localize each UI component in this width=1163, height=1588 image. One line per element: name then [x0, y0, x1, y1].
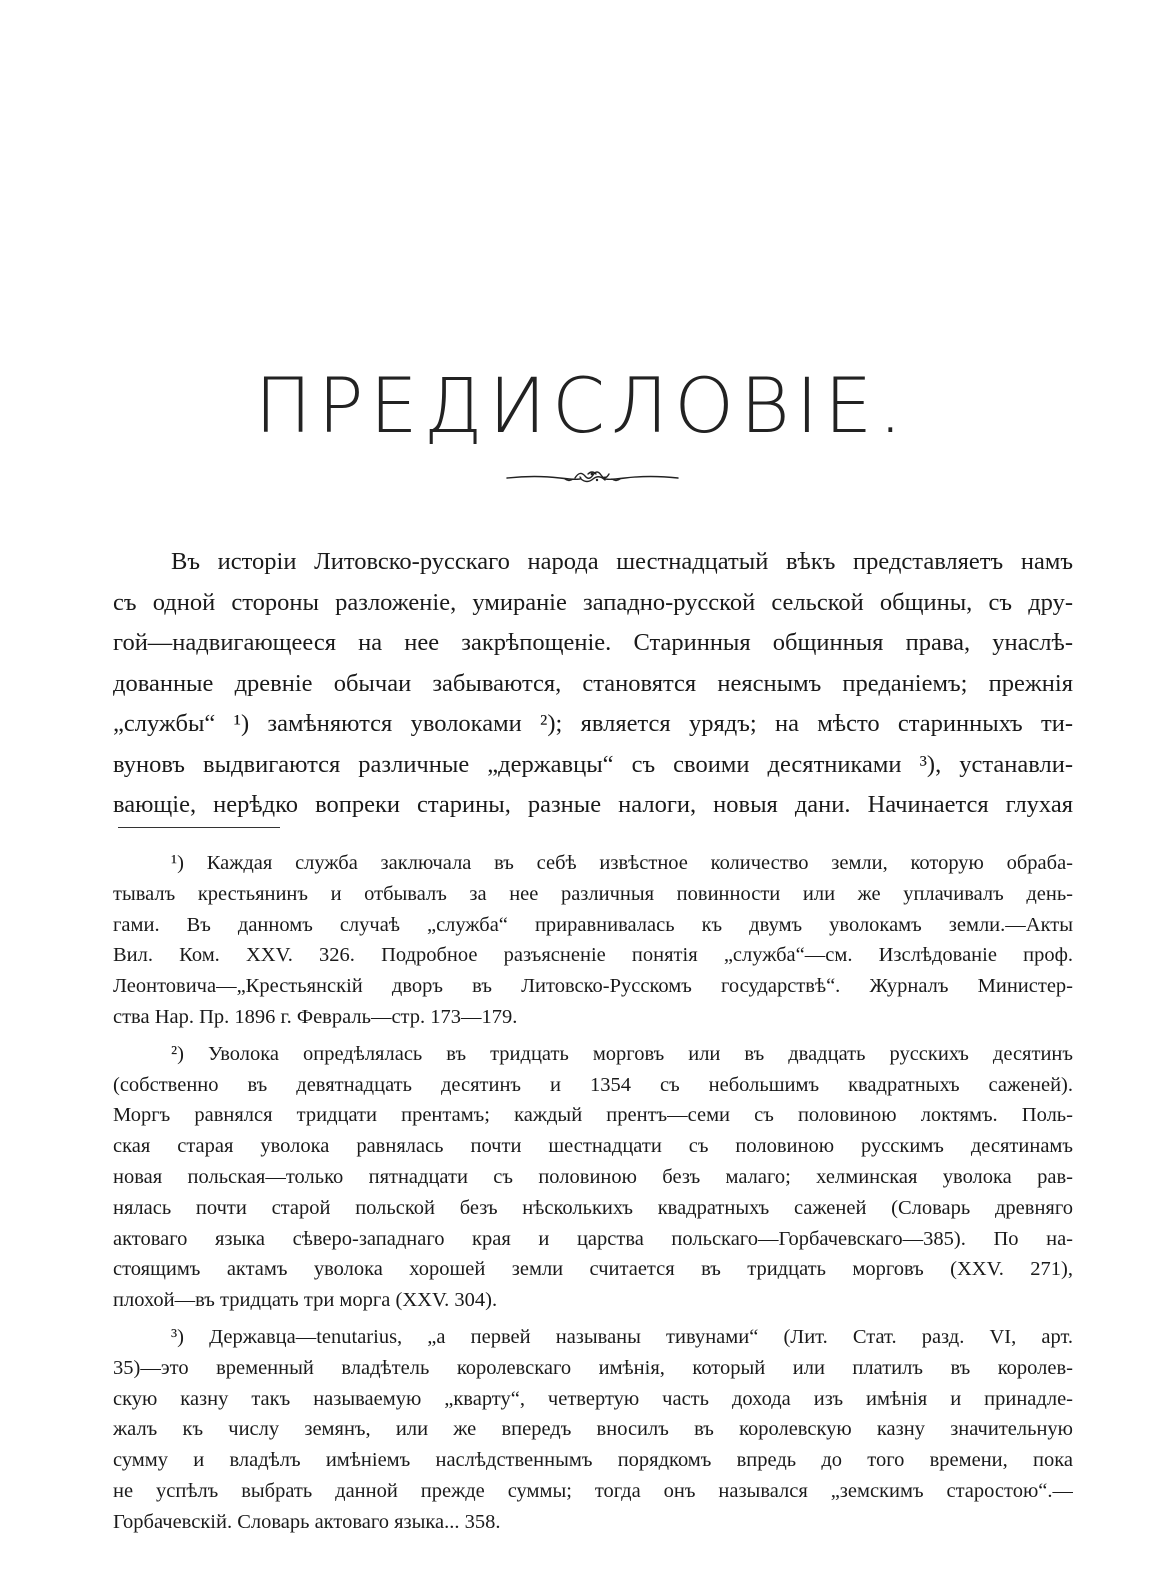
decorative-flourish-icon	[505, 466, 680, 488]
footnote-line: скую казну такъ называемую „кварту“, четвертую часть дохода изъ имѣнія и принадле-	[113, 1387, 1073, 1410]
page-title: ПРЕДИСЛОВІЕ.	[254, 361, 909, 450]
footnote-2	[113, 1039, 1073, 1316]
body-line: вающіе, нерѣдко вопреки старины, разные налоги, новыя дани. Начинается глухая	[113, 791, 1073, 818]
footnote-line: жалъ къ числу земянъ, или же впередъ вносилъ въ королевскую казну значительную	[113, 1418, 1073, 1441]
footnote-line: (собственно въ девятнадцать десятинъ и 1354 съ небольшимъ квадратныхъ саженей).	[113, 1073, 1073, 1096]
body-line: Въ исторіи Литовско-русскаго народа шестнадцатый вѣкъ представляетъ намъ	[171, 548, 1073, 575]
footnote-line: плохой—въ тридцать три морга (XXV. 304).	[113, 1289, 498, 1312]
footnote-line: Горбачевскій. Словарь актоваго языка... 358.	[113, 1510, 501, 1533]
footnote-line: стоящимъ актамъ уволока хорошей земли считается въ тридцать морговъ (XXV. 271),	[113, 1258, 1073, 1281]
footnote-1	[113, 848, 1073, 1033]
footnote-line: не успѣлъ выбрать данной прежде суммы; тогда онъ назывался „земскимъ старостою“.—	[113, 1479, 1073, 1502]
footnote-line: актоваго языка сѣверо-западнаго края и царства польскаго—Горбачевскаго—385). По на-	[113, 1227, 1073, 1250]
body-line: „службы“ ¹) замѣняются уволоками ²); является урядъ; на мѣсто старинныхъ ти-	[113, 710, 1073, 737]
footnote-separator	[118, 827, 280, 828]
footnote-line: тывалъ крестьянинъ и отбывалъ за нее различныя повинности или же уплачивалъ день-	[113, 882, 1073, 905]
footnote-line: Моргъ равнялся тридцати прентамъ; каждый прентъ—семи съ половиною локтямъ. Поль-	[113, 1104, 1073, 1127]
footnote-line: ³) Державца—tenutarius, „а первей называны тивунами“ (Лит. Стат. разд. VI, арт.	[171, 1325, 1073, 1348]
body-line: гой—надвигающееся на нее закрѣпощеніе. Старинныя общинныя права, унаслѣ-	[113, 629, 1073, 656]
footnote-line: гами. Въ данномъ случаѣ „служба“ приравнивалась къ двумъ уволокамъ земли.—Акты	[113, 913, 1073, 936]
body-line: вуновъ выдвигаются различные „державцы“ съ своими десятниками ³), устанавли-	[113, 750, 1073, 778]
footnote-line: ства Нар. Пр. 1896 г. Февраль—стр. 173—179.	[113, 1005, 518, 1028]
footnote-line: ская старая уволока равнялась почти шестнадцати съ половиною русскимъ десятинамъ	[113, 1135, 1073, 1158]
body-line: дованные древніе обычаи забываются, становятся неяснымъ преданіемъ; прежнія	[113, 669, 1073, 697]
footnote-line: Леонтовича—„Крестьянскій дворъ въ Литовско-Русскомъ государствѣ“. Журналъ Министер-	[113, 975, 1073, 998]
footnote-line: ²) Уволока опредѣлялась въ тридцать морговъ или въ двадцать русскихъ десятинъ	[171, 1042, 1073, 1065]
footnotes	[113, 848, 1073, 1538]
footnote-line: Вил. Ком. XXV. 326. Подробное разъясненіе понятія „служба“—см. Изслѣдованіе проф.	[113, 944, 1073, 967]
footnote-line: 35)—это временный владѣтель королевскаго имѣнія, который или платилъ въ королев-	[113, 1356, 1073, 1379]
footnote-line: сумму и владѣлъ имѣніемъ наслѣдственнымъ порядкомъ впредь до того времени, пока	[113, 1449, 1073, 1472]
footnote-3	[113, 1322, 1073, 1538]
body-line: съ одной стороны разложеніе, умираніе западно-русской сельской общины, съ дру-	[113, 588, 1073, 616]
footnote-line: ¹) Каждая служба заключала въ себѣ извѣстное количество земли, которую обраба-	[171, 852, 1073, 874]
preface-body	[113, 542, 1073, 826]
footnote-line: нялась почти старой польской безъ нѣсколькихъ квадратныхъ саженей (Словарь древняго	[113, 1196, 1073, 1219]
footnote-line: новая польская—только пятнадцати съ половиною безъ малаго; хелминская уволока рав-	[113, 1165, 1073, 1188]
